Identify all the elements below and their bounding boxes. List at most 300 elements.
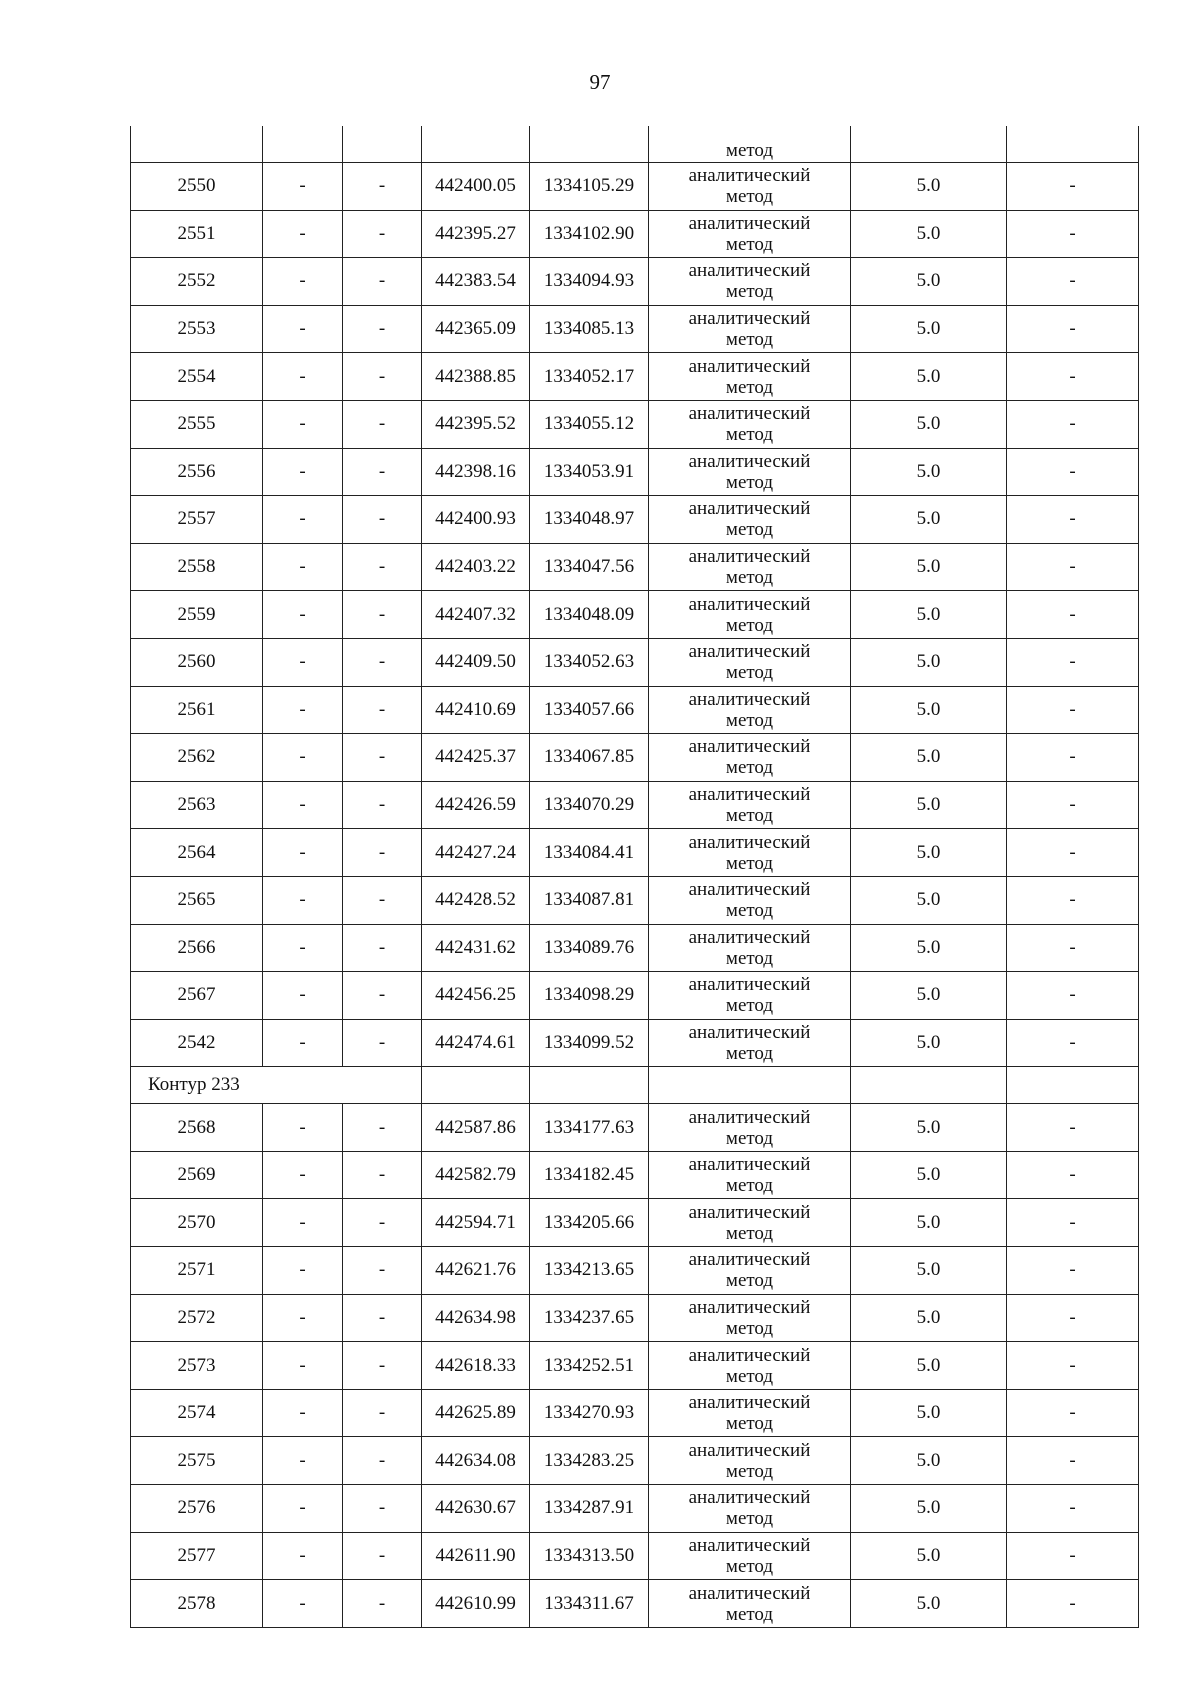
x-coordinate-cell: 442395.52 xyxy=(422,400,530,448)
method-line-1: аналитический xyxy=(688,355,811,377)
accuracy-cell: 5.0 xyxy=(851,1294,1007,1342)
point-number-cell: 2563 xyxy=(131,781,263,829)
dash-cell: - xyxy=(263,1389,343,1437)
method-line-2: метод xyxy=(725,614,774,636)
point-number-cell: 2578 xyxy=(131,1580,263,1628)
method-line-1: аналитический xyxy=(688,1249,811,1271)
accuracy-cell: 5.0 xyxy=(851,781,1007,829)
accuracy-cell: 5.0 xyxy=(851,1580,1007,1628)
table-row xyxy=(131,829,1139,877)
y-coordinate-cell: 1334084.41 xyxy=(530,829,649,877)
dash-cell: - xyxy=(1007,1485,1139,1533)
dash-cell: - xyxy=(263,1294,343,1342)
x-coordinate-cell: 442400.93 xyxy=(422,496,530,544)
accuracy-cell: 5.0 xyxy=(851,1437,1007,1485)
method-line-2: метод xyxy=(725,519,774,541)
x-coordinate-cell: 442625.89 xyxy=(422,1389,530,1437)
y-coordinate-cell: 1334048.97 xyxy=(530,496,649,544)
method-cell xyxy=(649,543,851,591)
method-line-1: аналитический xyxy=(688,165,811,187)
point-number-cell: 2553 xyxy=(131,305,263,353)
method-cell xyxy=(649,1019,851,1067)
method-cell xyxy=(649,210,851,258)
x-coordinate-cell: 442407.32 xyxy=(422,591,530,639)
x-coordinate-cell: 442630.67 xyxy=(422,1485,530,1533)
dash-cell: - xyxy=(263,210,343,258)
x-coordinate-cell: 442431.62 xyxy=(422,924,530,972)
dash-cell: - xyxy=(263,924,343,972)
x-coordinate-cell: 442427.24 xyxy=(422,829,530,877)
method-line-2: метод xyxy=(725,1127,774,1149)
table-row xyxy=(131,1437,1139,1485)
dash-cell: - xyxy=(1007,591,1139,639)
dash-cell: - xyxy=(1007,924,1139,972)
accuracy-cell: 5.0 xyxy=(851,496,1007,544)
dash-cell: - xyxy=(263,1151,343,1199)
method-line-1: аналитический xyxy=(688,688,811,710)
dash-cell: - xyxy=(263,543,343,591)
point-number-cell: 2576 xyxy=(131,1485,263,1533)
method-line-1: аналитический xyxy=(688,308,811,330)
dash-cell: - xyxy=(1007,1389,1139,1437)
x-coordinate-cell: 442587.86 xyxy=(422,1104,530,1152)
dash-cell: - xyxy=(263,686,343,734)
method-line-2: метод xyxy=(725,1317,774,1339)
y-coordinate-cell: 1334270.93 xyxy=(530,1389,649,1437)
point-number-cell: 2567 xyxy=(131,972,263,1020)
table-row xyxy=(131,353,1139,401)
dash-cell: - xyxy=(343,1104,422,1152)
dash-cell: - xyxy=(343,1294,422,1342)
dash-cell: - xyxy=(343,734,422,782)
method-line-1: аналитический xyxy=(688,450,811,472)
accuracy-cell: 5.0 xyxy=(851,876,1007,924)
y-coordinate-cell: 1334182.45 xyxy=(530,1151,649,1199)
x-coordinate-cell: 442426.59 xyxy=(422,781,530,829)
accuracy-cell: 5.0 xyxy=(851,734,1007,782)
table-row xyxy=(131,1199,1139,1247)
point-number-cell: 2562 xyxy=(131,734,263,782)
method-line-2: метод xyxy=(725,281,774,303)
dash-cell: - xyxy=(263,638,343,686)
method-cell xyxy=(649,734,851,782)
point-number-cell: 2556 xyxy=(131,448,263,496)
method-line-2: метод xyxy=(725,947,774,969)
method-cell xyxy=(649,1199,851,1247)
x-coordinate-cell: 442395.27 xyxy=(422,210,530,258)
dash-cell: - xyxy=(1007,734,1139,782)
table-row xyxy=(131,876,1139,924)
table-row xyxy=(131,1342,1139,1390)
dash-cell: - xyxy=(1007,258,1139,306)
table-row xyxy=(131,1151,1139,1199)
dash-cell: - xyxy=(343,496,422,544)
method-line-2: метод xyxy=(725,995,774,1017)
x-coordinate-cell: 442610.99 xyxy=(422,1580,530,1628)
dash-cell: - xyxy=(263,448,343,496)
dash-cell: - xyxy=(263,163,343,211)
accuracy-cell: 5.0 xyxy=(851,305,1007,353)
table-row xyxy=(131,1389,1139,1437)
y-coordinate-cell: 1334055.12 xyxy=(530,400,649,448)
dash-cell: - xyxy=(343,400,422,448)
x-coordinate-cell: 442611.90 xyxy=(422,1532,530,1580)
dash-cell: - xyxy=(343,1485,422,1533)
x-coordinate-cell: 442365.09 xyxy=(422,305,530,353)
x-coordinate-cell: 442425.37 xyxy=(422,734,530,782)
page-number: 97 xyxy=(589,70,611,94)
dash-cell: - xyxy=(343,1580,422,1628)
method-line-1: аналитический xyxy=(688,736,811,758)
point-number-cell: 2561 xyxy=(131,686,263,734)
dash-cell: - xyxy=(1007,1151,1139,1199)
method-cell xyxy=(649,1580,851,1628)
dash-cell: - xyxy=(1007,448,1139,496)
point-number-cell: 2554 xyxy=(131,353,263,401)
method-line-2: метод xyxy=(725,471,774,493)
dash-cell: - xyxy=(343,1019,422,1067)
dash-cell: - xyxy=(1007,1104,1139,1152)
method-line-1: аналитический xyxy=(688,1106,811,1128)
method-cell xyxy=(649,829,851,877)
y-coordinate-cell: 1334057.66 xyxy=(530,686,649,734)
x-coordinate-cell: 442634.08 xyxy=(422,1437,530,1485)
dash-cell: - xyxy=(263,1580,343,1628)
y-coordinate-cell: 1334283.25 xyxy=(530,1437,649,1485)
table-body xyxy=(131,126,1139,1627)
method-cell xyxy=(649,305,851,353)
dash-cell: - xyxy=(343,305,422,353)
accuracy-cell: 5.0 xyxy=(851,924,1007,972)
dash-cell: - xyxy=(1007,496,1139,544)
dash-cell: - xyxy=(263,829,343,877)
accuracy-cell: 5.0 xyxy=(851,1199,1007,1247)
method-line-1: аналитический xyxy=(688,1439,811,1461)
x-coordinate-cell: 442400.05 xyxy=(422,163,530,211)
dash-cell: - xyxy=(1007,1019,1139,1067)
x-coordinate-cell: 442398.16 xyxy=(422,448,530,496)
method-line-1: аналитический xyxy=(688,926,811,948)
dash-cell: - xyxy=(343,638,422,686)
point-number-cell: 2571 xyxy=(131,1247,263,1295)
method-line-2: метод xyxy=(725,376,774,398)
dash-cell: - xyxy=(263,1247,343,1295)
dash-cell: - xyxy=(1007,1532,1139,1580)
dash-cell: - xyxy=(263,1437,343,1485)
method-line-1: аналитический xyxy=(688,641,811,663)
x-coordinate-cell: 442594.71 xyxy=(422,1199,530,1247)
dash-cell: - xyxy=(343,1247,422,1295)
method-line-2: метод xyxy=(725,757,774,779)
dash-cell: - xyxy=(263,876,343,924)
accuracy-cell: 5.0 xyxy=(851,591,1007,639)
dash-cell: - xyxy=(1007,1199,1139,1247)
method-line-1: аналитический xyxy=(688,1296,811,1318)
accuracy-cell: 5.0 xyxy=(851,686,1007,734)
x-coordinate-cell: 442456.25 xyxy=(422,972,530,1020)
coordinates-table xyxy=(130,126,1139,1628)
method-line-1: аналитический xyxy=(688,1392,811,1414)
y-coordinate-cell: 1334213.65 xyxy=(530,1247,649,1295)
method-line-2: метод xyxy=(725,1460,774,1482)
x-coordinate-cell: 442388.85 xyxy=(422,353,530,401)
point-number-cell: 2577 xyxy=(131,1532,263,1580)
accuracy-cell: 5.0 xyxy=(851,1104,1007,1152)
dash-cell: - xyxy=(263,1104,343,1152)
method-cell xyxy=(649,1342,851,1390)
method-cell: метод xyxy=(649,126,851,163)
method-line-1: аналитический xyxy=(688,1201,811,1223)
method-line-2: метод xyxy=(725,1603,774,1625)
method-line-1: аналитический xyxy=(688,546,811,568)
continued-row xyxy=(131,126,1139,163)
dash-cell: - xyxy=(1007,305,1139,353)
method-cell xyxy=(649,972,851,1020)
point-number-cell: 2565 xyxy=(131,876,263,924)
y-coordinate-cell: 1334252.51 xyxy=(530,1342,649,1390)
accuracy-cell: 5.0 xyxy=(851,829,1007,877)
point-number-cell: 2542 xyxy=(131,1019,263,1067)
y-coordinate-cell: 1334105.29 xyxy=(530,163,649,211)
accuracy-cell: 5.0 xyxy=(851,1485,1007,1533)
point-number-cell: 2573 xyxy=(131,1342,263,1390)
point-number-cell: 2558 xyxy=(131,543,263,591)
point-number-cell: 2559 xyxy=(131,591,263,639)
dash-cell: - xyxy=(263,1199,343,1247)
dash-cell: - xyxy=(343,686,422,734)
accuracy-cell: 5.0 xyxy=(851,543,1007,591)
method-cell xyxy=(649,1247,851,1295)
method-cell xyxy=(649,1485,851,1533)
dash-cell: - xyxy=(343,829,422,877)
dash-cell: - xyxy=(343,1437,422,1485)
y-coordinate-cell: 1334094.93 xyxy=(530,258,649,306)
x-coordinate-cell: 442618.33 xyxy=(422,1342,530,1390)
dash-cell: - xyxy=(1007,400,1139,448)
accuracy-cell: 5.0 xyxy=(851,1151,1007,1199)
point-number-cell: 2574 xyxy=(131,1389,263,1437)
method-cell xyxy=(649,781,851,829)
table-row xyxy=(131,686,1139,734)
x-coordinate-cell: 442383.54 xyxy=(422,258,530,306)
table-row xyxy=(131,496,1139,544)
y-coordinate-cell: 1334177.63 xyxy=(530,1104,649,1152)
point-number-cell: 2551 xyxy=(131,210,263,258)
accuracy-cell: 5.0 xyxy=(851,400,1007,448)
x-coordinate-cell: 442403.22 xyxy=(422,543,530,591)
y-coordinate-cell: 1334287.91 xyxy=(530,1485,649,1533)
table-row xyxy=(131,1580,1139,1628)
table-row xyxy=(131,1247,1139,1295)
point-number-cell: 2560 xyxy=(131,638,263,686)
y-coordinate-cell: 1334205.66 xyxy=(530,1199,649,1247)
accuracy-cell: 5.0 xyxy=(851,972,1007,1020)
method-line-2: метод xyxy=(725,852,774,874)
method-cell xyxy=(649,1437,851,1485)
y-coordinate-cell: 1334070.29 xyxy=(530,781,649,829)
method-line-2: метод xyxy=(725,329,774,351)
point-number-cell: 2569 xyxy=(131,1151,263,1199)
dash-cell: - xyxy=(263,496,343,544)
dash-cell: - xyxy=(263,591,343,639)
method-line-1: аналитический xyxy=(688,974,811,996)
dash-cell: - xyxy=(1007,972,1139,1020)
dash-cell: - xyxy=(343,1199,422,1247)
method-cell xyxy=(649,1151,851,1199)
y-coordinate-cell: 1334053.91 xyxy=(530,448,649,496)
method-cell xyxy=(649,1389,851,1437)
method-line-2: метод xyxy=(725,1270,774,1292)
accuracy-cell: 5.0 xyxy=(851,258,1007,306)
dash-cell: - xyxy=(1007,638,1139,686)
dash-cell: - xyxy=(1007,353,1139,401)
method-cell xyxy=(649,1104,851,1152)
table-row xyxy=(131,1019,1139,1067)
x-coordinate-cell: 442428.52 xyxy=(422,876,530,924)
y-coordinate-cell: 1334047.56 xyxy=(530,543,649,591)
dash-cell: - xyxy=(1007,210,1139,258)
method-cell xyxy=(649,163,851,211)
method-line-2: метод xyxy=(725,1042,774,1064)
dash-cell: - xyxy=(1007,1342,1139,1390)
accuracy-cell: 5.0 xyxy=(851,448,1007,496)
accuracy-cell: 5.0 xyxy=(851,1342,1007,1390)
dash-cell: - xyxy=(343,876,422,924)
x-coordinate-cell: 442474.61 xyxy=(422,1019,530,1067)
method-line-1: аналитический xyxy=(688,1582,811,1604)
method-line-2: метод xyxy=(725,1508,774,1530)
dash-cell: - xyxy=(1007,829,1139,877)
method-line-1: аналитический xyxy=(688,1344,811,1366)
method-line-2: метод xyxy=(725,1175,774,1197)
table-row xyxy=(131,258,1139,306)
method-line-1: аналитический xyxy=(688,831,811,853)
x-coordinate-cell: 442410.69 xyxy=(422,686,530,734)
method-line-2: метод xyxy=(725,900,774,922)
method-line-1: аналитический xyxy=(688,1487,811,1509)
method-cell xyxy=(649,400,851,448)
x-coordinate-cell: 442409.50 xyxy=(422,638,530,686)
table-row xyxy=(131,734,1139,782)
method-line-2: метод xyxy=(725,1222,774,1244)
method-cell xyxy=(649,638,851,686)
method-line-2: метод xyxy=(725,424,774,446)
dash-cell: - xyxy=(263,305,343,353)
point-number-cell: 2552 xyxy=(131,258,263,306)
accuracy-cell: 5.0 xyxy=(851,1019,1007,1067)
dash-cell: - xyxy=(263,400,343,448)
point-number-cell: 2564 xyxy=(131,829,263,877)
dash-cell: - xyxy=(343,163,422,211)
dash-cell: - xyxy=(1007,686,1139,734)
table-row xyxy=(131,448,1139,496)
dash-cell: - xyxy=(263,734,343,782)
table-row xyxy=(131,1532,1139,1580)
y-coordinate-cell: 1334085.13 xyxy=(530,305,649,353)
method-line-2: метод xyxy=(725,709,774,731)
point-number-cell: 2550 xyxy=(131,163,263,211)
table-row xyxy=(131,163,1139,211)
y-coordinate-cell: 1334237.65 xyxy=(530,1294,649,1342)
dash-cell: - xyxy=(1007,781,1139,829)
dash-cell: - xyxy=(343,258,422,306)
dash-cell: - xyxy=(263,1532,343,1580)
point-number-cell: 2555 xyxy=(131,400,263,448)
method-line-2: метод xyxy=(725,186,774,208)
x-coordinate-cell: 442582.79 xyxy=(422,1151,530,1199)
dash-cell: - xyxy=(343,1151,422,1199)
table-row xyxy=(131,924,1139,972)
table-row xyxy=(131,1485,1139,1533)
point-number-cell: 2572 xyxy=(131,1294,263,1342)
method-cell xyxy=(649,448,851,496)
y-coordinate-cell: 1334311.67 xyxy=(530,1580,649,1628)
table-row xyxy=(131,1104,1139,1152)
contour-label: Контур 233 xyxy=(131,1067,422,1104)
table-row xyxy=(131,972,1139,1020)
point-number-cell: 2568 xyxy=(131,1104,263,1152)
method-line-1: аналитический xyxy=(688,498,811,520)
y-coordinate-cell: 1334067.85 xyxy=(530,734,649,782)
point-number-cell: 2566 xyxy=(131,924,263,972)
y-coordinate-cell: 1334098.29 xyxy=(530,972,649,1020)
dash-cell: - xyxy=(263,972,343,1020)
dash-cell: - xyxy=(343,1532,422,1580)
dash-cell: - xyxy=(343,543,422,591)
dash-cell: - xyxy=(343,1389,422,1437)
point-number-cell: 2557 xyxy=(131,496,263,544)
method-cell xyxy=(649,496,851,544)
y-coordinate-cell: 1334102.90 xyxy=(530,210,649,258)
y-coordinate-cell: 1334087.81 xyxy=(530,876,649,924)
method-cell xyxy=(649,876,851,924)
method-line-1: аналитический xyxy=(688,593,811,615)
y-coordinate-cell: 1334052.17 xyxy=(530,353,649,401)
dash-cell: - xyxy=(343,1342,422,1390)
dash-cell: - xyxy=(263,1019,343,1067)
table-row xyxy=(131,543,1139,591)
table-row xyxy=(131,781,1139,829)
accuracy-cell: 5.0 xyxy=(851,210,1007,258)
x-coordinate-cell: 442621.76 xyxy=(422,1247,530,1295)
method-line-2: метод xyxy=(725,1365,774,1387)
dash-cell: - xyxy=(343,924,422,972)
x-coordinate-cell: 442634.98 xyxy=(422,1294,530,1342)
method-line-1: аналитический xyxy=(688,1021,811,1043)
table-row xyxy=(131,400,1139,448)
dash-cell: - xyxy=(263,1485,343,1533)
method-line-1: аналитический xyxy=(688,1154,811,1176)
method-cell xyxy=(649,258,851,306)
method-cell xyxy=(649,1294,851,1342)
method-cell xyxy=(649,686,851,734)
method-cell xyxy=(649,1532,851,1580)
dash-cell: - xyxy=(1007,1437,1139,1485)
y-coordinate-cell: 1334048.09 xyxy=(530,591,649,639)
y-coordinate-cell: 1334052.63 xyxy=(530,638,649,686)
table-row xyxy=(131,305,1139,353)
dash-cell: - xyxy=(343,591,422,639)
method-cell xyxy=(649,924,851,972)
section-header-row xyxy=(131,1067,1139,1104)
dash-cell: - xyxy=(263,1342,343,1390)
point-number-cell: 2570 xyxy=(131,1199,263,1247)
dash-cell: - xyxy=(263,258,343,306)
method-line-1: аналитический xyxy=(688,1534,811,1556)
method-line-2: метод xyxy=(725,662,774,684)
method-line-2: метод xyxy=(725,1555,774,1577)
accuracy-cell: 5.0 xyxy=(851,1389,1007,1437)
